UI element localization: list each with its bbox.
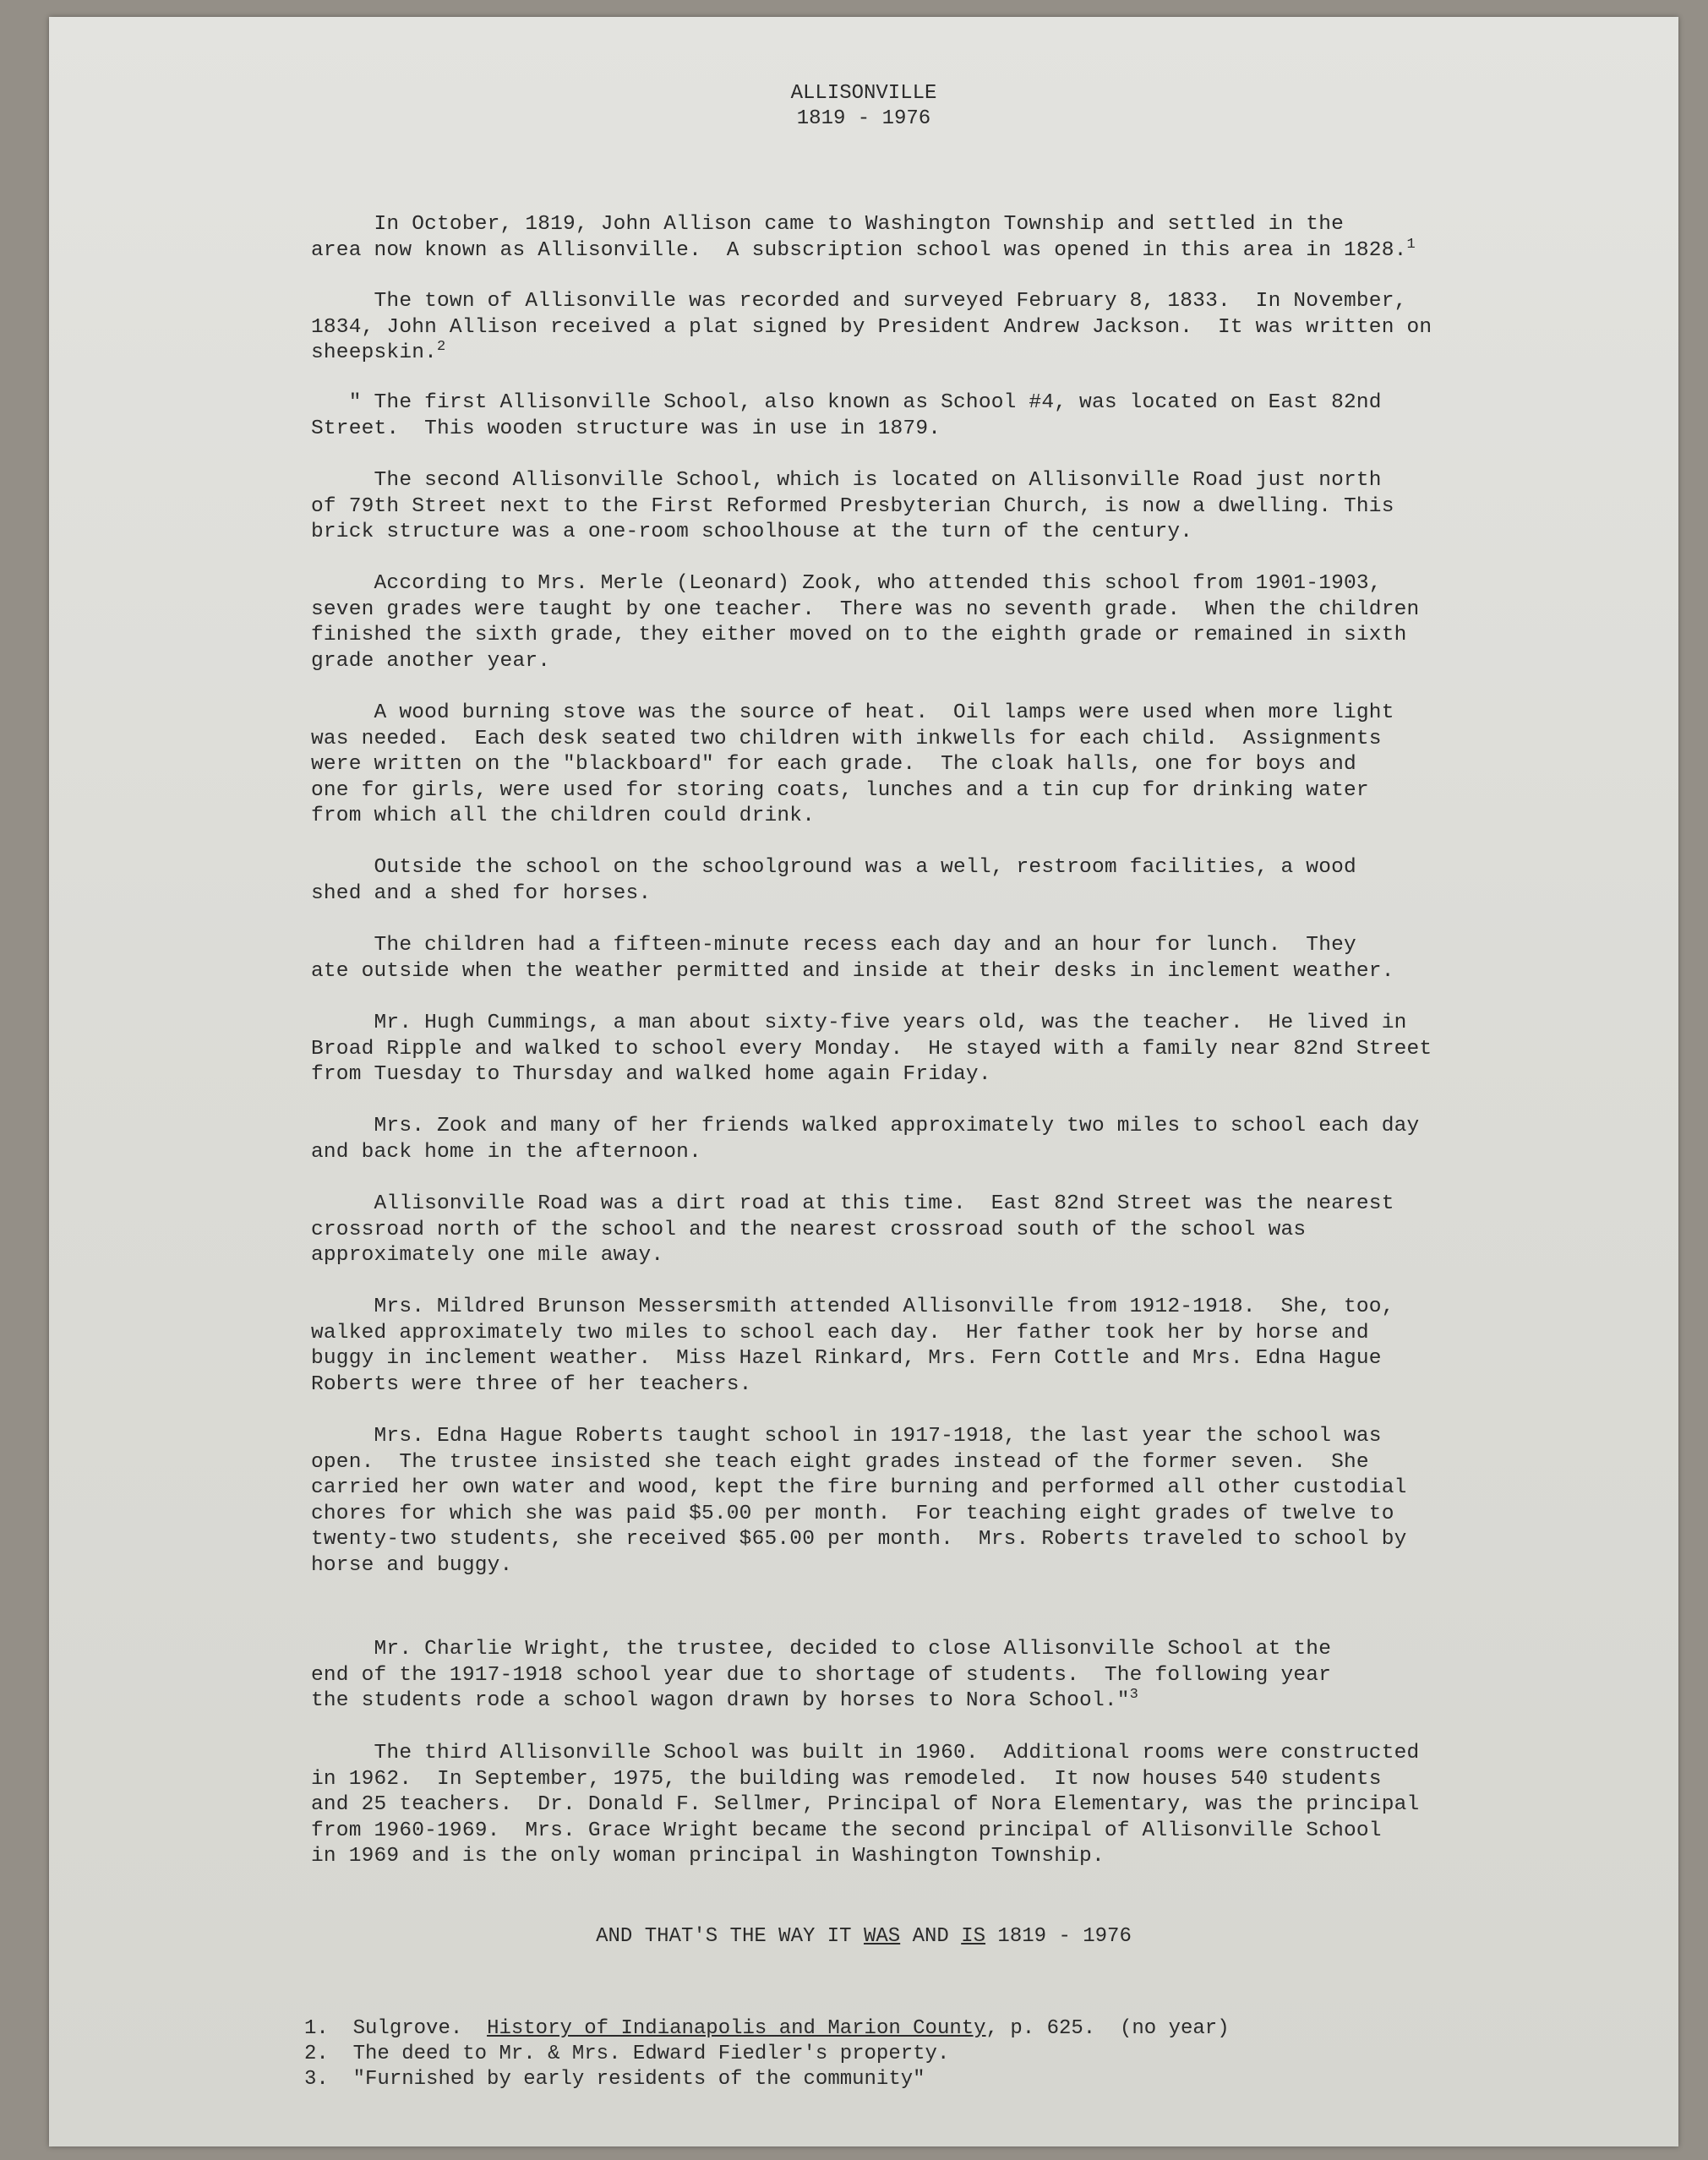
paragraph-15: The third Allisonville School was built in 1960. Additional rooms were constructed in 1962. In September, 1975, the building was remodeled. It now houses 540 students and 25 teachers. Dr. Donald F. Sellmer, Principal of Nora Elementary, was the principal from 1960-1969. Mrs. Grace Wright became the second principal of Allisonville School in 1969 and is the only woman principal in Washington Township. — [311, 1742, 1420, 1868]
footnote-3: 3. "Furnished by early residents of the community" — [304, 2068, 925, 2091]
closing-line: AND THAT'S THE WAY IT WAS AND IS 1819 - 1976 — [596, 1925, 1132, 1948]
paragraph-10: Mrs. Zook and many of her friends walked approximately two miles to school each day and back home in the afternoon. — [311, 1115, 1420, 1164]
footnote-marker: 1 — [1406, 236, 1416, 253]
paragraph-9: Mr. Hugh Cummings, a man about sixty-five years old, was the teacher. He lived in Broad Ripple and walked to school every Monday. He stayed with a family near 82nd Street from Tuesday to Thursday and walked home again Friday. — [311, 1012, 1432, 1086]
cited-book-title: History of Indianapolis and Marion County — [487, 2017, 986, 2040]
document-page — [49, 17, 1678, 2146]
paragraph-1: In October, 1819, John Allison came to Washington Township and settled in the area now known as Allisonville. A subscription school was opened in this area in 1828.$^1$ — [311, 213, 1416, 262]
paragraph-7: Outside the school on the schoolground was a well, restroom facilities, a wood shed and a shed for horses. — [311, 856, 1356, 905]
paragraph-5: According to Mrs. Merle (Leonard) Zook, who attended this school from 1901-1903, seven grades were taught by one teacher. There was no seventh grade. When the children finished the sixth grade, they either moved on to the eighth grade or remained in sixth grade another year. — [311, 572, 1420, 673]
footnote-marker: 3 — [1129, 1686, 1139, 1703]
paragraph-8: The children had a fifteen-minute recess each day and an hour for lunch. They ate outside when the weather permitted and inside at their desks in inclement weather. — [311, 934, 1394, 983]
paragraph-2: The town of Allisonville was recorded and surveyed February 8, 1833. In November, 1834, John Allison received a plat signed by President Andrew Jackson. It was written on sheepskin.$^2$ — [311, 290, 1432, 364]
paragraph-14: Mr. Charlie Wright, the trustee, decided to close Allisonville School at the end of the 1917-1918 school year due to shortage of students. The following year the students rode a school wagon drawn by horses to Nora School."$^3$ — [311, 1638, 1332, 1712]
paragraph-4: The second Allisonville School, which is located on Allisonville Road just north of 79th Street next to the First Reformed Presbyterian Church, is now a dwelling. This brick structure was a one-room schoolhouse at the turn of the century. — [311, 469, 1394, 543]
paragraph-6: A wood burning stove was the source of heat. Oil lamps were used when more light was needed. Each desk seated two children with inkwells for each child. Assignments were written on the "blackboard" for each grade. The cloak halls, one for boys and one for girls, were used for storing coats, lunches and a tin cup for drinking water from which all the children could drink. — [311, 701, 1394, 827]
document-title: ALLISONVILLE — [790, 82, 937, 105]
paragraph-12: Mrs. Mildred Brunson Messersmith attended Allisonville from 1912-1918. She, too, walked approximately two miles to school each day. Her father took her by horse and buggy in inclement weather. Miss Hazel Rinkard, Mrs. Fern Cottle and Mrs. Edna Hague Roberts were three of her teachers. — [311, 1295, 1394, 1396]
document-years: 1819 - 1976 — [796, 107, 931, 130]
footnote-1: 1. Sulgrove. History of Indianapolis and Marion County, p. 625. (no year) — [304, 2017, 1230, 2040]
footnote-marker: 2 — [437, 338, 446, 355]
paragraph-3: " The first Allisonville School, also known as School #4, was located on East 82nd Street. This wooden structure was in use in 1879. — [311, 391, 1382, 440]
footnote-2: 2. The deed to Mr. & Mrs. Edward Fiedler's property. — [304, 2043, 950, 2065]
paragraph-13: Mrs. Edna Hague Roberts taught school in 1917-1918, the last year the school was open. The trustee insisted she teach eight grades instead of the former seven. She carried her own water and wood, kept the fire burning and performed all other custodial chores for which she was paid $5.00 per month. For teaching eight grades of twelve to twenty-two students, she received $65.00 per month. Mrs. Roberts traveled to school by horse and buggy. — [311, 1425, 1407, 1577]
paragraph-11: Allisonville Road was a dirt road at this time. East 82nd Street was the nearest crossroad north of the school and the nearest crossroad south of the school was approximately one mile away. — [311, 1192, 1394, 1267]
